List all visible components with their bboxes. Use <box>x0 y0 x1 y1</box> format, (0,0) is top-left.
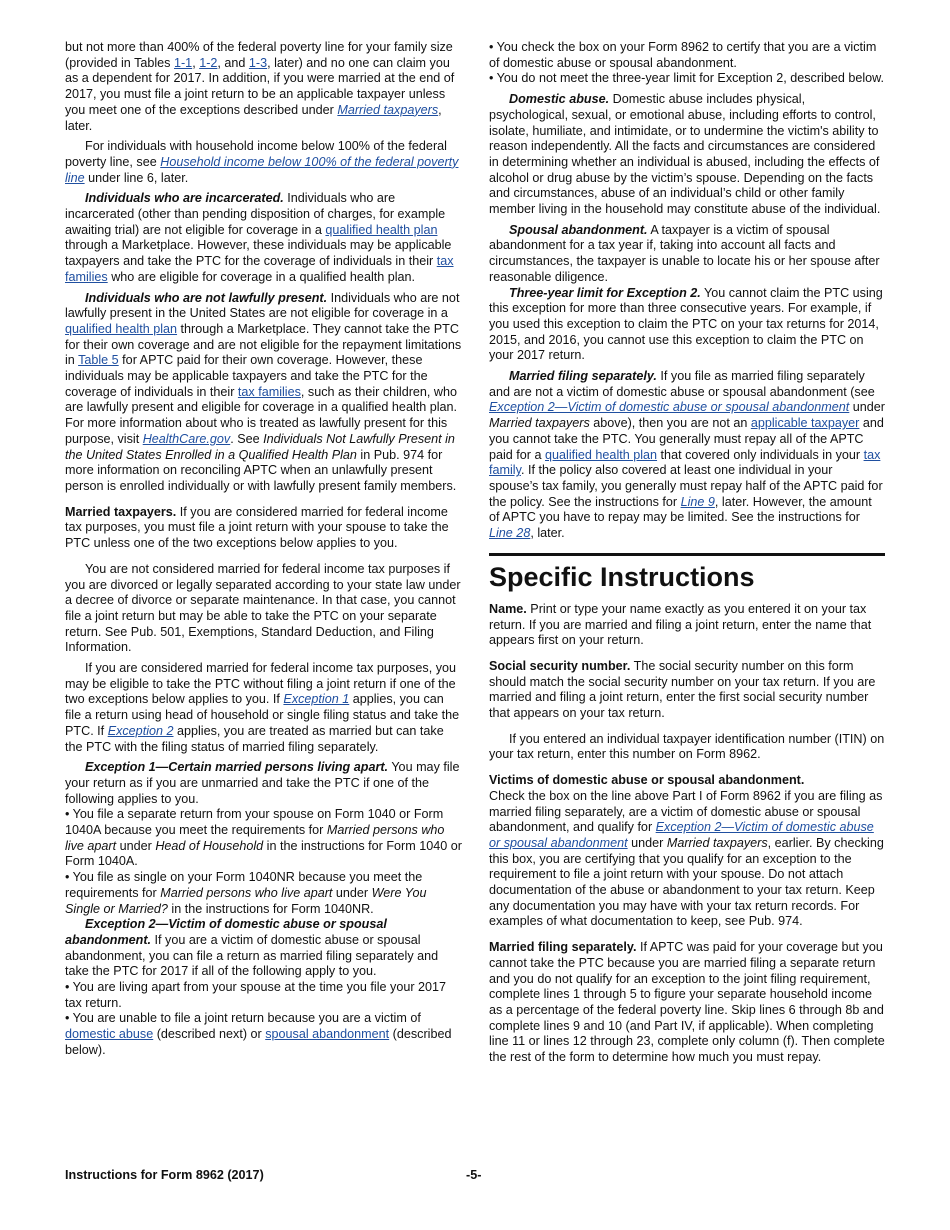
right-column <box>489 40 885 1066</box>
paragraph-not-lawfully-present: Individuals who are not lawfully present. Individuals who are not lawfully present in the United States are not eligible for coverage in a qualified health plan through a Marketplace. They cannot take the PTC for their own coverage and are not eligible for the repayment limitations in Table 5 for APTC paid for their own coverage. However, these individuals may be applicable taxpayers and take the PTC for the coverage of individuals in their tax families, such as their children, who are lawfully present and eligible for coverage in a qualified health plan. For more information about who is treated as lawfully present for this purpose, visit HealthCare.gov. See Individuals Not Lawfully Present in the United States Enrolled in a Qualified Health Plan in Pub. 974 for more information on reconciling APTC when an unlawfully present person is enrolled individually or with lawfully present family members. <box>65 290 462 493</box>
link-exception-2-victim[interactable]: Exception 2—Victim of domestic abuse or spousal abandonment <box>489 400 850 415</box>
link-domestic-abuse[interactable]: domestic abuse <box>65 1027 154 1042</box>
paragraph-not-considered-married: You are not considered married for federal income tax purposes if you are divorced or legally separated according to your state law under a decree of divorce or separate maintenance. In that case, you cannot file a joint return but may be able to take the PTC on your separate return. See Pub. 501, Exemptions, Standard Deduction, and Filing Information. <box>65 561 461 655</box>
paragraph-income-limit: but not more than 400% of the federal poverty line for your family size (provided in Tables 1-1, 1-2, and 1-3, later) and no one can claim you as a dependent for 2017. In addition, if you were married at the end of 2017, you must file a joint return to be an applicable taxpayer unless you meet one of the exceptions described under Married taxpayers, later. <box>65 40 455 133</box>
link-applicable-taxpayer[interactable]: applicable taxpayer <box>750 416 860 431</box>
bullet-check-box: • You check the box on your Form 8962 to certify that you are a victim of domestic abuse or spousal abandonment. <box>489 40 877 70</box>
link-exception-1[interactable]: Exception 1 <box>283 692 350 707</box>
link-table-1-3[interactable]: 1-3 <box>248 55 268 70</box>
paragraph-spousal-abandonment: Spousal abandonment. A taxpayer is a victim of spousal abandonment for a tax year if, taking into account all facts and circumstances, the taxpayer is unable to locate his or her spouse after reasonable diligence. <box>489 222 880 284</box>
link-table-1-1[interactable]: 1-1 <box>173 55 193 70</box>
paragraph-income-below-100: For individuals with household income below 100% of the federal poverty line, see Household income below 100% of the federal poverty line under line 6, later. <box>65 139 459 185</box>
paragraph-married-taxpayers: Married taxpayers. If you are considered married for federal income tax purposes, you must file a joint return with your spouse to take the PTC unless one of the two exceptions below applies to you. <box>65 504 449 551</box>
link-healthcare-gov[interactable]: HealthCare.gov <box>142 431 231 446</box>
left-column <box>65 40 462 1059</box>
link-exception-2[interactable]: Exception 2 <box>107 723 174 738</box>
link-line-9[interactable]: Line 9 <box>680 494 715 509</box>
link-tax-families[interactable]: tax families <box>65 254 454 284</box>
section-divider <box>489 553 885 556</box>
paragraph-name: Name. Print or type your name exactly as you entered it on your tax return. If you are married and filing a joint return, enter the name that appears first on your return. <box>489 601 872 648</box>
link-table-5[interactable]: Table 5 <box>78 353 119 368</box>
footer-title: Instructions for Form 8962 (2017) <box>65 1168 264 1182</box>
link-exception-2-victim[interactable]: Exception 2—Victim of domestic abuse or spousal abandonment <box>489 820 874 850</box>
bullet-three-year-limit: • You do not meet the three-year limit for Exception 2, described below. <box>489 71 885 86</box>
paragraph-domestic-abuse: Domestic abuse. Domestic abuse includes physical, psychological, sexual, or emotional abuse, including efforts to control, isolate, humiliate, and intimidate, or to undermine the victim's ability to reason independently. All the facts and circumstances are considered in determining whether an individual is abused, including the effects of alcohol or drug abuse by the victim’s spouse. Depending on the facts and circumstances, abuse of an individual’s child or other family member living in the household may constitute abuse of the individual. <box>489 92 881 217</box>
link-tax-family[interactable]: tax family <box>489 447 881 478</box>
link-qualified-health-plan[interactable]: qualified health plan <box>545 447 658 462</box>
bullet-unable-joint-return: • You are unable to file a joint return because you are a victim of domestic abuse (described next) or spousal abandonment (described below). <box>65 1011 452 1057</box>
link-qualified-health-plan[interactable]: qualified health plan <box>325 222 438 237</box>
paragraph-victims: Victims of domestic abuse or spousal abandonment. Check the box on the line above Part I of Form 8962 if you are filing as married filing separately, are a victim of domestic abuse or spousal abandonment, and qualify for Exception 2—Victim of domestic abuse or spousal abandonment under Married taxpayers, earlier. By checking this box, you are certifying that you qualify for an exception to the requirement to file a joint return with your spouse. Do not attach documentation of the abuse or abandonment to your tax return. Keep any documentation you may have with your tax return records. For examples of what documentation to keep, see Pub. 974. <box>489 773 884 929</box>
paragraph-incarcerated: Individuals who are incarcerated. Individuals who are incarcerated (other than pending disposition of charges, for example awaiting trial) are not eligible for coverage in a qualified health plan through a Marketplace. However, these individuals may be applicable taxpayers and take the PTC for the coverage of individuals in their tax families who are eligible for coverage in a qualified health plan. <box>65 191 454 284</box>
link-tax-families[interactable]: tax families <box>237 384 301 399</box>
link-qualified-health-plan[interactable]: qualified health plan <box>65 321 178 336</box>
bullet-living-apart: • You are living apart from your spouse at the time you file your 2017 tax return. <box>65 980 447 1010</box>
paragraph-married-filing-separately-2: Married filing separately. If APTC was paid for your coverage but you cannot take the PTC because you are married filing a separate return and you do not qualify for an exception to the joint filing requirement, complete lines 1 through 5 to figure your separate household income as a percentage of the federal poverty line. Skip lines 6 through 8b and complete lines 9 and 10 (and Part IV, if applicable). When completing line 11 or lines 12 through 23, complete only column (f). Then complete the rest of the form to determine how much you must repay. <box>489 940 885 1065</box>
paragraph-three-year-limit: Three-year limit for Exception 2. You cannot claim the PTC using this exception for more than three consecutive years. For example, if you used this exception to claim the PTC on your tax returns for 2014, 2015, and 2016, you cannot use this exception to claim the PTC on your 2017 return. <box>489 285 883 363</box>
section-heading: Specific Instructions <box>489 561 755 592</box>
link-spousal-abandonment[interactable]: spousal abandonment <box>265 1027 390 1042</box>
bullet-form-1040: • You file a separate return from your spouse on Form 1040 or Form 1040A because you meet the requirements for Married persons who live apart under Head of Household in the instructions for Form 1040 or Form 1040A. <box>65 807 462 869</box>
paragraph-exceptions-intro: If you are considered married for federal income tax purposes, you may be eligible to take the PTC without filing a joint return if one of the two exceptions below applies to you. If Exception 1 applies, you can file a return using head of household or single filing status and take the PTC. If Exception 2 applies, you are treated as married but can take the PTC with the filing status of married filing separately. <box>65 661 460 754</box>
paragraph-itin: If you entered an individual taxpayer identification number (ITIN) on your tax return, enter this number on Form 8962. <box>489 731 885 762</box>
bullet-form-1040nr: • You file as single on your Form 1040NR because you meet the requirements for Married persons who live apart under Were You Single or Married? in the instructions for Form 1040NR. <box>65 870 427 916</box>
paragraph-exception-2: Exception 2—Victim of domestic abuse or spousal abandonment. If you are a victim of domestic abuse or spousal abandonment, you can file a return as married filing separately and take the PTC for 2017 if all of the following apply to you. <box>65 917 439 979</box>
paragraph-married-filing-separately: Married filing separately. If you file as married filing separately and are not a victim of domestic abuse or spousal abandonment (see Exception 2—Victim of domestic abuse or spousal abandonment under Married taxpayers above), then you are not an applicable taxpayer and you cannot take the PTC. You generally must repay all of the APTC paid for a qualified health plan that covered only individuals in your tax family. If the policy also covered at least one individual in your spouse’s tax family, you generally must repay half of the APTC paid for the policy. See the instructions for Line 9, later. However, the amount of APTC you have to repay may be limited. See the instructions for Line 28, later. <box>489 369 886 541</box>
link-table-1-2[interactable]: 1-2 <box>199 55 218 70</box>
link-household-income-below-100[interactable]: Household income below 100% of the federal poverty line <box>65 154 459 185</box>
link-line-28[interactable]: Line 28 <box>489 526 531 541</box>
paragraph-exception-1: Exception 1—Certain married persons living apart. You may file your return as if you are unmarried and take the PTC if one of the following applies to you. <box>65 760 460 806</box>
page-number: -5- <box>466 1168 482 1182</box>
link-married-taxpayers[interactable]: Married taxpayers <box>337 102 439 117</box>
paragraph-ssn: Social security number. The social security number on this form should match the social security number on your tax return. If you are married and filing a joint return, enter the first social security number that appears on your tax return. <box>489 658 876 721</box>
